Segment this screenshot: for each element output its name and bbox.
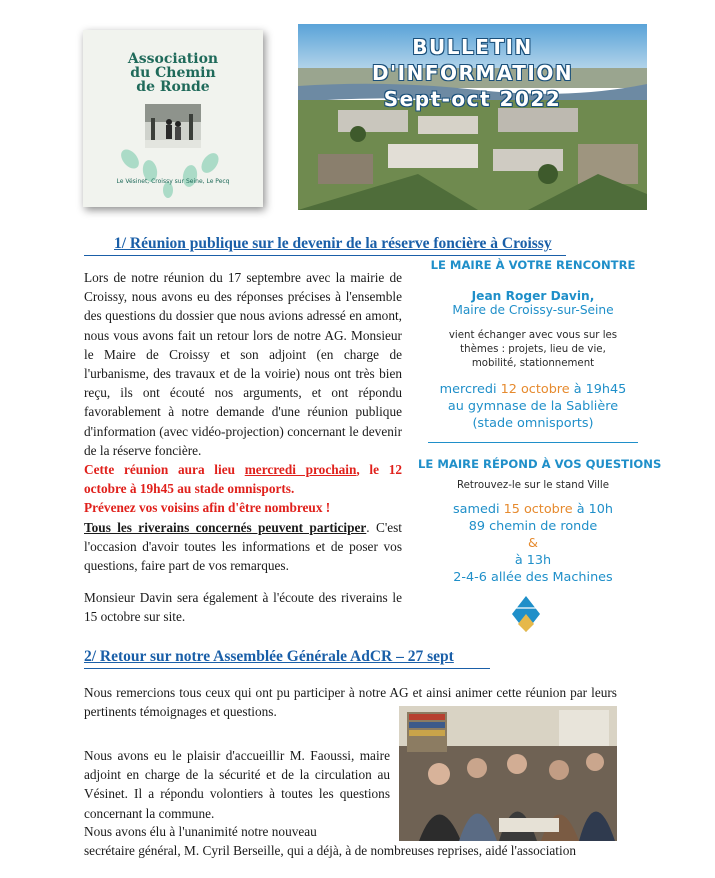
logo-subtitle: Le Vésinet, Croissy sur Seine, Le Pecq: [116, 178, 230, 185]
panel-date1-time: à 19h45: [569, 382, 627, 397]
panel-date1: [418, 381, 648, 398]
panel-place3: 2-4-6 allée des Machines: [453, 570, 613, 585]
mayor-panel: [418, 258, 662, 586]
logo-title: Association du Chemin de Ronde: [127, 51, 219, 95]
panel-date2-time: à 10h: [572, 502, 614, 517]
section2-paragraph3b: secrétaire général, M. Cyril Berseille, qui a déjà, à de nombreuses reprises, aidé l'association: [84, 843, 576, 858]
meeting-announcement: Cette réunion aura lieu: [84, 462, 245, 478]
meeting-photo: [399, 706, 617, 841]
bulletin-header: [298, 24, 647, 210]
section2-paragraph3a: Nous avons élu à l'unanimité notre nouveau: [84, 824, 317, 839]
all-residents: Tous les riverains concernés peuvent participer: [84, 519, 367, 535]
section1-paragraph1: Lors de notre réunion du 17 septembre avec la mairie de Croissy, nous avons eu des réponses précises à l'ensemble des questions du dossier que nous avions adressé en amont, nous vous avons fait un retour lors de notre AG. Monsieur le Maire de Croissy et son adjoint (en charge de l'urbanisme, des travaux et de la voirie) nous ont très bien reçu, ils ont écouté nos arguments, et ont répondu favorablement à notre demande d'une réunion publique d'information (avec vidéo-projection) concernant le devenir de la réserve foncière.: [84, 270, 402, 458]
invite-neighbours: Prévenez vos voisins afin d'être nombreux !: [84, 500, 331, 516]
panel-heading-meet: LE MAIRE À VOTRE RENCONTRE: [430, 258, 636, 272]
panel-place1b: (stade omnisports): [472, 416, 594, 431]
meeting-day: mercredi prochain: [244, 462, 357, 478]
logo-photo: [145, 104, 201, 148]
section1-paragraph2: . C'est l'occasion d'avoir toutes les informations et de poser vos questions, faire part de vos remarques.: [84, 519, 402, 574]
panel-place1: au gymnase de la Sablière: [447, 399, 619, 414]
mayor-name: Jean Roger Davin,: [471, 289, 595, 303]
section1-heading: 1/ Réunion publique sur le devenir de la réserve foncière à Croissy: [114, 235, 552, 252]
association-logo: [83, 30, 263, 207]
panel-ampersand: &: [528, 536, 538, 551]
panel-place2: 89 chemin de ronde: [468, 519, 598, 534]
bulletin-title: [298, 34, 647, 112]
section2-paragraph1: Nous remercions tous ceux qui ont pu participer à notre AG et ainsi animer cette réunion par leurs pertinents témoignages et questions.: [84, 685, 617, 720]
meeting-details: , le 12 octobre à 19h45 au stade omnisports.: [84, 462, 403, 497]
section1-paragraph3: Monsieur Davin sera également à l'écoute des riverains le 15 octobre sur site.: [84, 590, 402, 625]
section2-paragraph2: Nous avons eu le plaisir d'accueillir M. Faoussi, maire adjoint en charge de la sécurité et de la circulation au Vésinet. Il a répondu volontiers à toutes les questions concernant la commune.: [84, 748, 390, 821]
panel-heading-answers: LE MAIRE RÉPOND À VOS QUESTIONS: [418, 457, 662, 471]
section1-body: [84, 268, 402, 575]
panel-description: vient échanger avec vous sur les thèmes : projets, lieu de vie, mobilité, stationnement: [448, 330, 618, 369]
panel-date1-day: mercredi: [439, 382, 501, 397]
panel-date2: [418, 501, 648, 518]
panel-date2-date: 15 octobre: [503, 502, 573, 517]
mayor-role: Maire de Croissy-sur-Seine: [452, 303, 614, 317]
panel-date2-day: samedi: [452, 502, 504, 517]
croissy-logo-icon: [512, 596, 540, 632]
section1-rule: [84, 255, 566, 256]
bulletin-title-line2: D'INFORMATION: [371, 61, 574, 85]
section2-rule: [84, 668, 490, 669]
panel-date1-date: 12 octobre: [500, 382, 570, 397]
section2-heading: 2/ Retour sur notre Assemblée Générale AdCR – 27 sept: [84, 648, 454, 665]
panel-stand: Retrouvez-le sur le stand Ville: [457, 480, 609, 491]
bulletin-title-line1: BULLETIN: [412, 35, 533, 59]
panel-time2: à 13h: [514, 553, 552, 568]
bulletin-title-line3: Sept-oct 2022: [383, 87, 562, 111]
